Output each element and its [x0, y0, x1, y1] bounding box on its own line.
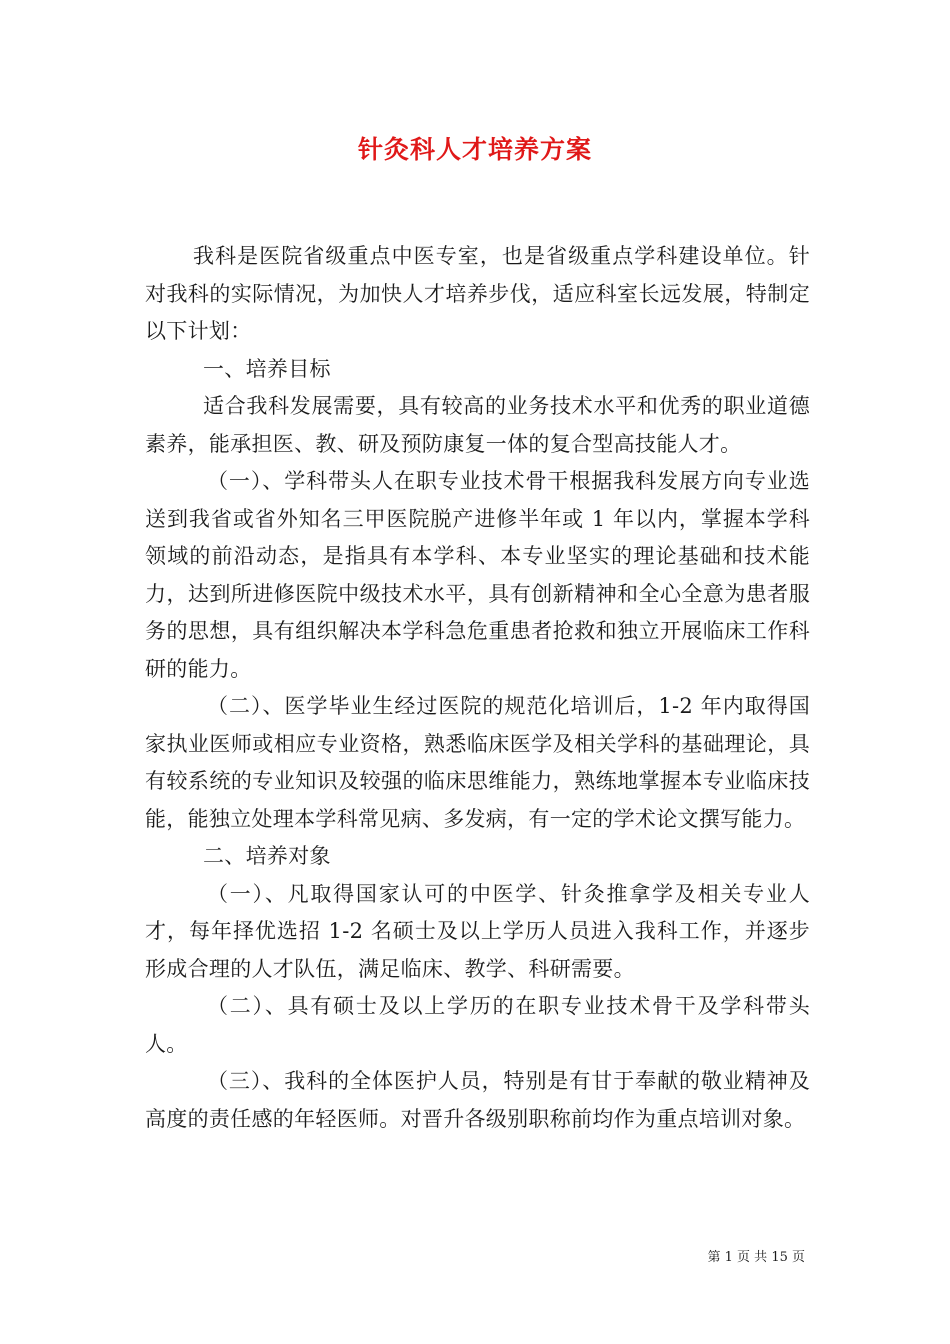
- intro-paragraph: 我科是医院省级重点中医专室，也是省级重点学科建设单位。针对我科的实际情况，为加快人才培养步伐，适应科室长远发展，特制定以下计划：: [145, 244, 810, 343]
- section-heading-goals: 一、培养目标: [203, 356, 331, 381]
- goals-item-1: （一）、学科带头人在职专业技术骨干根据我科发展方向专业选送到我省或省外知名三甲医院脱产进修半年或 1 年以内，掌握本学科领域的前沿动态，是指具有本学科、本专业坚实的理论基础和技术能力，达到所进修医院中级技术水平，具有创新精神和全心全意为患者服务的思想，具有组织解决本学科急危重患者抢救和独立开展临床工作科研的能力。: [145, 469, 810, 681]
- targets-item-3: （三）、我科的全体医护人员，特别是有甘于奉献的敬业精神及高度的责任感的年轻医师。对晋升各级别职称前均作为重点培训对象。: [145, 1069, 810, 1131]
- targets-item-1: （一）、凡取得国家认可的中医学、针灸推拿学及相关专业人才，每年择优选招 1-2 名硕士及以上学历人员进入我科工作，并逐步形成合理的人才队伍，满足临床、教学、科研需要。: [145, 881, 810, 981]
- section-heading-targets: 二、培养对象: [203, 844, 331, 868]
- document-title: 针灸科人才培养方案: [357, 135, 592, 164]
- goals-item-2: （二）、医学毕业生经过医院的规范化培训后，1-2 年内取得国家执业医师或相应专业资格，熟悉临床医学及相关学科的基础理论，具有较系统的专业知识及较强的临床思维能力，熟练地掌握本专业临床技能，能独立处理本学科常见病、多发病，有一定的学术论文撰写能力。: [145, 694, 810, 831]
- targets-item-2: （二）、具有硕士及以上学历的在职专业技术骨干及学科带头人。: [145, 994, 810, 1056]
- document-body: [145, 238, 810, 1138]
- goals-paragraph: 适合我科发展需要，具有较高的业务技术水平和优秀的职业道德素养，能承担医、教、研及预防康复一体的复合型高技能人才。: [145, 394, 810, 456]
- page-footer: 第 1 页 共 15 页: [707, 1250, 805, 1265]
